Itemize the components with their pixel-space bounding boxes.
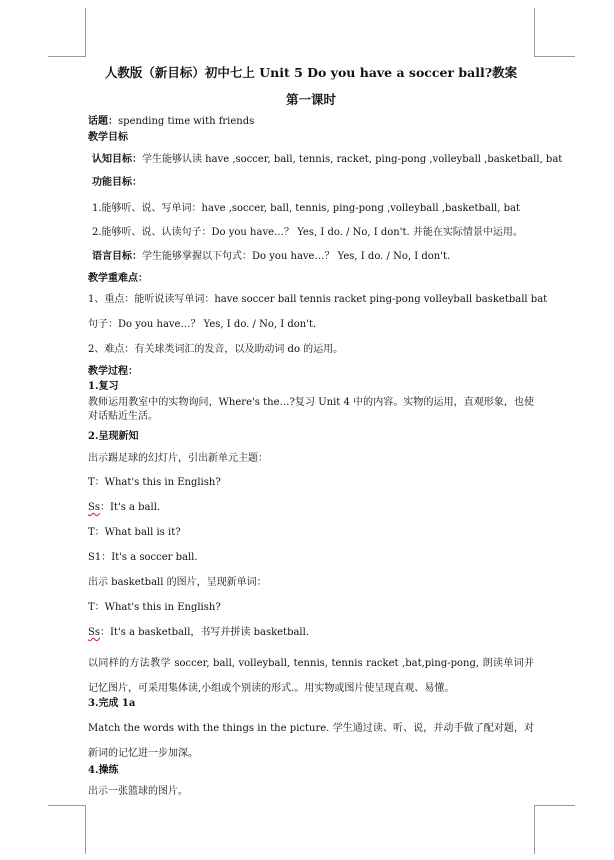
topic-line	[88, 115, 254, 129]
step-2-line-1: 出示踢足球的幻灯片，引出新单元主题：	[88, 453, 268, 464]
step-2-heading: 2.呈现新知	[88, 431, 139, 442]
key-point-1: 1、重点：能听说读写单词：have soccer ball tennis racket ping-pong volleyball basketball bat	[88, 294, 548, 305]
cognitive-goal-text: 学生能够认读 have ,soccer, ball, tennis, racket, ping-pong ,volleyball ,basketball, bat	[142, 154, 563, 165]
function-goal-label: 功能目标：	[92, 177, 142, 188]
step-1-text: 教师运用教室中的实物询问，Where's the…?复习 Unit 4 中的内容。实物的运用，直观形象，也使对话贴近生活。	[88, 397, 534, 422]
step-3-heading: 3.完成 1a	[88, 698, 136, 709]
language-goal-label: 语言目标：	[92, 251, 142, 262]
step-2-line-2: T：What's this in English?	[88, 477, 221, 488]
cognitive-goal	[92, 153, 562, 167]
step-2-line-6: 出示 basketball 的图片，呈现新单词：	[88, 577, 267, 588]
key-point-2: 2、难点：有关球类词汇的发音，以及助动词 do 的运用。	[88, 344, 344, 355]
dialogue-text: ：It's a ball.	[99, 502, 161, 513]
step-3-text: Match the words with the things in the picture. 学生通过读、听、说，并动手做了配对题，对新词的记忆进一步加深。	[88, 723, 534, 759]
speaker-ss: Ss	[88, 627, 100, 638]
key-sentence: 句子：Do you have…？ Yes, I do. / No, I don't.	[88, 319, 317, 330]
topic-label: 话题：	[88, 116, 118, 127]
key-points-heading: 教学重难点：	[88, 273, 148, 284]
crop-mark-bottom-right	[534, 805, 575, 854]
language-goal	[92, 250, 450, 264]
step-2-line-3	[88, 501, 160, 515]
crop-mark-top-left	[48, 8, 86, 57]
step-4-text: 出示一张篮球的图片。	[88, 786, 188, 797]
dialogue-text: ：It's a basketball，书写并拼读 basketball.	[99, 627, 310, 638]
step-2-line-5: S1：It's a soccer ball.	[88, 552, 198, 563]
document-title: 人教版（新目标）初中七上 Unit 5 Do you have a soccer ball?教案	[104, 65, 518, 80]
step-4-heading: 4.操练	[88, 765, 119, 776]
function-goal-2: 2.能够听、说、认读句子：Do you have…？ Yes, I do. / No, I don't. 并能在实际情景中运用。	[92, 227, 523, 238]
lesson-subtitle: 第一课时	[285, 92, 336, 107]
crop-mark-top-right	[534, 8, 575, 57]
speaker-ss: Ss	[88, 502, 100, 513]
crop-mark-bottom-left	[48, 805, 86, 854]
process-heading: 教学过程：	[88, 366, 138, 377]
step-2-line-9: 以同样的方法教学 soccer, ball, volleyball, tennis, tennis racket ,bat,ping-pong, 朗读单词并记忆图片，可采用集体读,小组或个别读的形式.。用实物或图片使呈现直观、易懂。	[88, 658, 534, 694]
function-goal-1: 1.能够听、说、写单词：have ,soccer, ball, tennis, ping-pong ,volleyball ,basketball, bat	[92, 203, 520, 214]
goals-heading: 教学目标	[88, 132, 128, 143]
cognitive-goal-label: 认知目标：	[92, 154, 142, 165]
topic-value: spending time with friends	[118, 116, 255, 127]
step-2-line-4: T：What ball is it?	[88, 527, 181, 538]
language-goal-text: 学生能够掌握以下句式：Do you have…？ Yes, I do. / No, I don't.	[142, 251, 451, 262]
step-2-line-8	[88, 626, 309, 640]
step-2-line-7: T：What's this in English?	[88, 602, 221, 613]
step-1-heading: 1.复习	[88, 381, 119, 392]
